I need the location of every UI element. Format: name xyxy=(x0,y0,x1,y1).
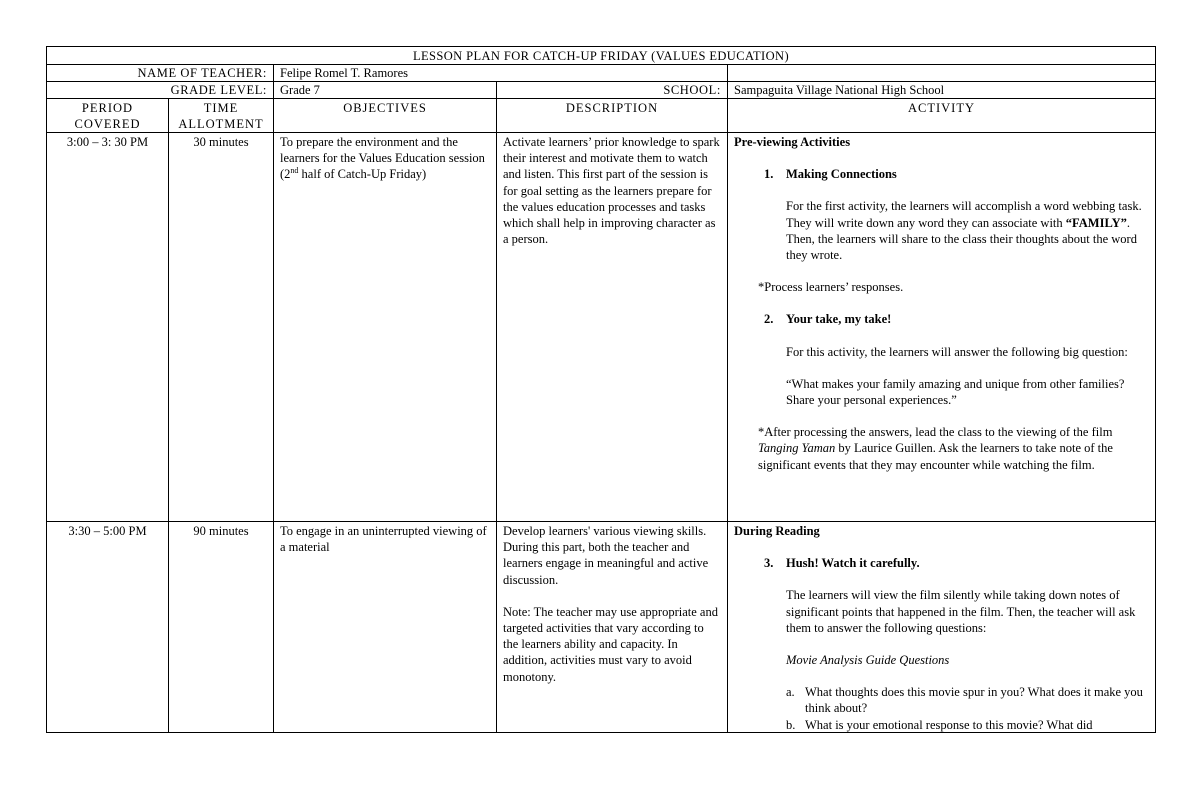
objective-1-text-a: To prepare the environment and the learners for the Values Education session (2 xyxy=(280,135,485,182)
activity-item-1-text: For the first activity, the learners will accomplish a word webbing task. They will write down any word they can associate with “FAMILY”. Then, the learners will share to the class their thoughts about the word they wrote. xyxy=(786,199,1142,263)
description-2 xyxy=(496,522,727,733)
time-allotment-2: 90 minutes xyxy=(168,522,273,733)
header-activity: ACTIVITY xyxy=(727,99,1155,132)
during-reading-heading: During Reading xyxy=(734,524,820,538)
lesson-plan-title: LESSON PLAN FOR CATCH-UP FRIDAY (VALUES EDUCATION) xyxy=(412,49,790,63)
objective-1-sup: nd xyxy=(290,166,299,176)
column-header-row xyxy=(47,98,1155,132)
school-label: SCHOOL: xyxy=(496,82,727,98)
activity-item-2-title: 2. Your take, my take! xyxy=(764,312,892,327)
teacher-label: NAME OF TEACHER: xyxy=(137,66,267,80)
activity-item-3-number: 3. xyxy=(764,556,774,571)
guide-question-b: b. What is your emotional response to this movie? What did xyxy=(786,717,1093,732)
activity-item-2-text: For this activity, the learners will answer the following big question: xyxy=(786,344,1128,359)
guide-question-a: a. What thoughts does this movie spur in you? What does it make you think about? xyxy=(786,685,1143,716)
description-2-main: Develop learners' various viewing skills. During this part, both the teacher and learners engage in meaningful and active discussion. xyxy=(503,524,709,587)
period-covered-1: 3:00 – 3: 30 PM xyxy=(66,135,149,149)
grade-school-row xyxy=(47,81,1155,98)
lesson-row-2 xyxy=(47,521,1155,733)
period-covered-2: 3:30 – 5:00 PM xyxy=(68,524,147,538)
activity-item-2-number: 2. xyxy=(764,312,774,327)
after-processing-note: *After processing the answers, lead the class to the viewing of the film Tanging Yaman by Laurice Guillen. Ask the learners to take note of the significant events that they may encounter while watching the film. xyxy=(758,425,1113,472)
activity-item-1-number: 1. xyxy=(764,167,774,182)
header-description: DESCRIPTION xyxy=(496,99,727,132)
lesson-row-1 xyxy=(47,132,1155,521)
activity-item-1-title: 1. Making Connections xyxy=(764,167,897,182)
process-note: *Process learners’ responses. xyxy=(758,280,904,295)
activity-2 xyxy=(727,522,1155,733)
header-objectives: OBJECTIVES xyxy=(273,99,496,132)
header-time-allotment xyxy=(168,99,273,132)
teacher-row xyxy=(47,64,1155,81)
lesson-plan-table xyxy=(46,46,1156,733)
description-1: Activate learners’ prior knowledge to spark their interest and motivate them to watch and listen. This first part of the session is for goal setting as the learners prepare for the values education processes and tasks which shall help in improving character as a person. xyxy=(496,133,727,521)
description-2-note: Note: The teacher may use appropriate and targeted activities that vary according to the learners ability and capacity. In addition, activities must vary to avoid monotony. xyxy=(503,604,718,684)
film-title: Tanging Yaman xyxy=(758,441,836,456)
grade-level-label: GRADE LEVEL: xyxy=(170,83,267,97)
activity-item-3-title: 3. Hush! Watch it carefully. xyxy=(764,556,920,571)
teacher-row-blank xyxy=(727,65,1155,81)
guide-questions-title: Movie Analysis Guide Questions xyxy=(786,653,950,668)
objective-1 xyxy=(273,133,496,521)
big-question-quote: “What makes your family amazing and unique from other families? Share your personal experiences.” xyxy=(786,376,1125,408)
family-keyword: “FAMILY” xyxy=(1065,215,1127,230)
activity-1 xyxy=(727,133,1155,521)
pre-viewing-heading: Pre-viewing Activities xyxy=(734,135,851,149)
teacher-name: Felipe Romel T. Ramores xyxy=(273,65,727,81)
header-period-covered xyxy=(47,99,168,132)
title-row xyxy=(47,47,1155,64)
objective-1-text-b: half of Catch-Up Friday) xyxy=(298,167,427,182)
header-time-line1: TIME xyxy=(203,101,239,115)
school-name: Sampaguita Village National High School xyxy=(727,82,1155,98)
activity-item-3-text: The learners will view the film silently while taking down notes of significant points that happened in the film. Then, the teacher will ask them to answer the following questions: xyxy=(786,588,1136,635)
time-allotment-1: 30 minutes xyxy=(168,133,273,521)
header-period-line1: PERIOD xyxy=(81,101,134,115)
objective-2: To engage in an uninterrupted viewing of a material xyxy=(273,522,496,733)
grade-level-value: Grade 7 xyxy=(273,82,496,98)
header-time-line2: ALLOTMENT xyxy=(178,117,264,131)
header-period-line2: COVERED xyxy=(74,117,141,131)
